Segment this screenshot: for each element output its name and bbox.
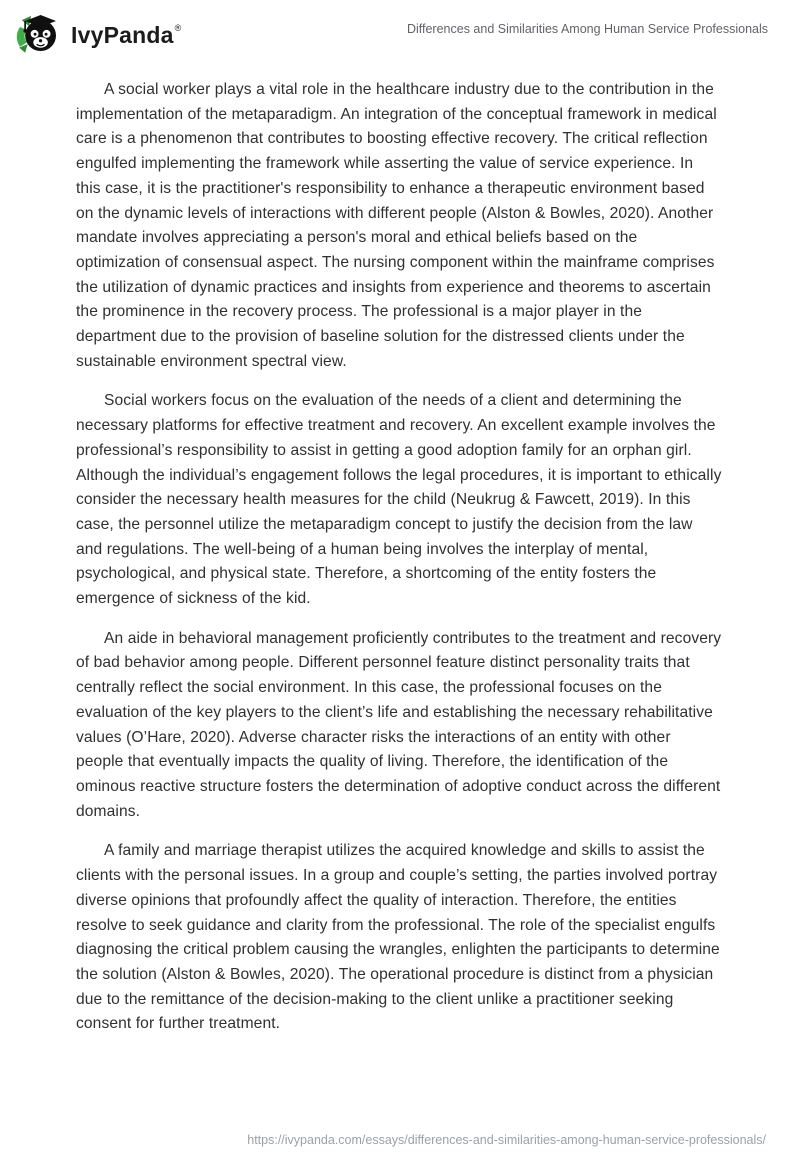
document-title: Differences and Similarities Among Human Service Professionals [406, 22, 768, 36]
essay-content [0, 58, 800, 1037]
essay-paragraph-3: An aide in behavioral management proficiently contributes to the treatment and recovery of bad behavior among people. Different personnel feature distinct personality traits that centrally reflect the social environment. In this case, the professional focuses on the evaluation of the key players to the client’s life and establishing the necessary rehabilitative values (O’Hare, 2020). Adverse character risks the interactions of an entity with other people that eventually impacts the quality of living. Therefore, the identification of the ominous reactive structure fosters the determination of adoptive conduct across the different domains. [76, 629, 722, 820]
registered-trademark-icon: ® [174, 22, 182, 33]
essay-paragraph-1: A social worker plays a vital role in the healthcare industry due to the contribution in the implementation of the metaparadigm. An integration of the conceptual framework in medical care is a phenomenon that contributes to boosting effective recovery. The critical reflection engulfed implementing the framework while asserting the value of service experience. In this case, it is the practitioner's responsibility to enhance a therapeutic environment based on the dynamic levels of interactions with different people (Alston & Bowles, 2020). Another mandate involves appreciating a person's moral and ethical beliefs based on the optimization of consensual aspect. The nursing component within the mainframe comprises the utilization of dynamic practices and insights from experience and theorems to ascertain the prominence in the recovery process. The professional is a major player in the department due to the provision of baseline solution for the distressed clients under the sustainable environment spectral view. [76, 81, 717, 370]
ivypanda-logo[interactable] [14, 8, 181, 58]
panda-graduate-icon [14, 8, 62, 58]
footer-url[interactable]: https://ivypanda.com/essays/differences-and-similarities-among-human-service-professionals/ [247, 1133, 766, 1147]
brand-name: IvyPanda [71, 21, 174, 48]
essay-paragraph-4: A family and marriage therapist utilizes the acquired knowledge and skills to assist the clients with the personal issues. In a group and couple’s setting, the parties involved portray diverse opinions that profoundly affect the quality of interaction. Therefore, the entities resolve to seek guidance and clarity from the professional. The role of the specialist engulfs diagnosing the critical problem causing the wrangles, enlighten the participants to determine the solution (Alston & Bowles, 2020). The operational procedure is distinct from a physician due to the remittance of the decision-making to the client unlike a practitioner seeking consent for further treatment. [76, 842, 720, 1033]
essay-paragraph-2: Social workers focus on the evaluation of the needs of a client and determining the necessary platforms for effective treatment and recovery. An excellent example involves the professional’s responsibility to assist in getting a good adoption family for an orphan girl. Although the individual’s engagement follows the legal procedures, it is important to ethically consider the necessary health measures for the child (Neukrug & Fawcett, 2019). In this case, the personnel utilize the metaparadigm concept to justify the decision from the law and regulations. The well-being of a human being involves the interplay of mental, psychological, and physical state. Therefore, a shortcoming of the entity fosters the emergence of sickness of the kid. [76, 392, 722, 608]
page-header [0, 0, 800, 58]
brand-wrap [71, 21, 182, 48]
